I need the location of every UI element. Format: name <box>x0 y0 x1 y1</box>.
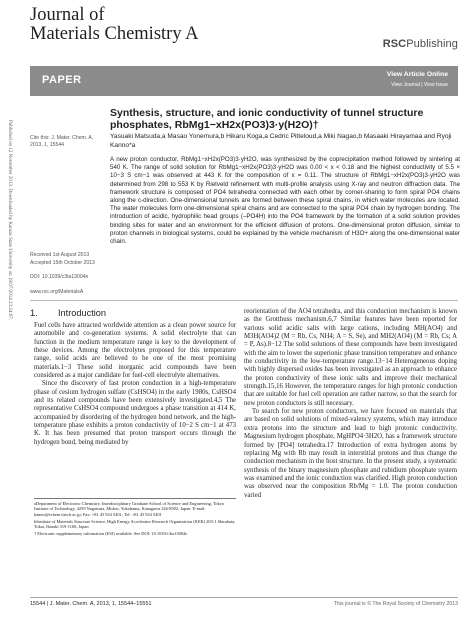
publisher-logo[interactable] <box>383 38 458 50</box>
journal-title-line2: Materials Chemistry A <box>30 24 199 44</box>
page-footer-copyright: This journal is © The Royal Society of Chemistry 2013 <box>333 601 458 607</box>
author-list: Yasuaki Matsuda,a Masao Yonemura,b Hikaru Koga,a Cedric Pitteloud,a Miki Nagao,b Masaaki Hirayamaa and Ryoji Kanno*a <box>110 133 452 149</box>
article-metadata <box>30 252 106 296</box>
received-date: Received 1st August 2013 <box>30 252 90 258</box>
journal-url-link[interactable]: www.rsc.org/MaterialsA <box>30 288 84 295</box>
footer-divider <box>30 597 458 598</box>
journal-title-line1: Journal of <box>30 5 105 25</box>
citation-note: Cite this: J. Mater. Chem. A, 2013, 1, 15544 <box>30 135 94 148</box>
section-heading <box>30 308 106 318</box>
view-journal-issue-links[interactable]: View Journal | View Issue <box>391 82 448 88</box>
abstract-divider <box>30 300 458 301</box>
download-watermark-text: Published on 12 November 2013. Downloaded by Kansas State University on 19/07/2014 23:24:07. <box>7 120 12 320</box>
article-title: Synthesis, structure, and ionic conductivity of tunnel structure phosphates, RbMg1−xH2x(PO3)3·y(H2O)† <box>110 107 424 131</box>
body-column-left <box>34 322 236 447</box>
footnote-esi: † Electronic supplementary information (ESI) available. See DOI: 10.1039/c3ta13004e <box>34 531 188 537</box>
article-type-label: PAPER <box>42 74 82 86</box>
doi-link[interactable]: DOI: 10.1039/c3ta13004e <box>30 274 89 280</box>
journal-title <box>30 6 199 44</box>
footnote-affiliation-b: bInstitute of Materials Structure Science, High Energy Accelerator Research Organization (KEK) 203-1 Shirakata, Tokai, Ibaraki 319-1106, Japan <box>34 518 236 530</box>
section-number: 1. <box>30 308 38 318</box>
footnotes <box>34 501 236 539</box>
paragraph: Fuel cells have attracted worldwide attention as a clean power source for automobile and co-generation systems. A solid electrolyte that can function in the medium temperature range is key to the development of these devices. Among the electrolytes proposed for this temperature range, solid acids are believed to be one of the most promising materials.1−3 These solid inorganic acid compounds have been considered as a major candidate for fuel-cell electrolyte alternatives. <box>34 322 236 380</box>
abstract: A new proton conductor, RbMg1−xH2x(PO3)3·yH2O, was synthesized by the coprecipitation method followed by sintering at 540 K. The range of solid solution for RbMg1−xH2x(PO3)3·yH2O was 0.00 < x < 0.18 and the highest conductivity of 5.5 × 10−3 S cm−1 was observed at 443 K for the composition of x = 0.11. The structure of RbMg1−xH2x(PO3)3·yH2O was determined from 298 to 553 K by Rietveld refinement with multi-profile analysis using X-ray and neutron diffraction data. The framework structure is composed of PO4 tetrahedra connected with each other by corner-sharing to form spiral PO4 chains along the c-direction. One-dimensional tunnels are formed between these spiral chains, in which water molecules are located. The water molecules form one-dimensional spiral chains and are connected to the spiral PO4 chain by hydrogen bonding. The introduction of acidic, hydrophilic head groups (–PO4H) into the PO4 framework by the formation of a solid solution provides binding sites for water and an environment for the efficient diffusion of protons. One-dimensional proton diffusion, similar to proton channels in biological systems, could be explained by the vehicle mechanism of H3O+ along the one-dimensional water chain. <box>110 156 460 246</box>
section-title: Introduction <box>58 308 107 318</box>
footnote-divider <box>34 498 236 499</box>
paragraph: reorientation of the AO4 tetrahedra, and this conduction mechanism is known as the Grotthuss mechanism.6,7 Similar features have been reported for various solid acidic salts with large cations, including MH(AO4) and M3H(AO4)2 (M = Rb, Cs, NH4; A = S, Se), and MH2(AO4) (M = Rb, Cs; A = P, As).8−12 The solid solutions of these compounds have been investigated with the aim to lower the superionic phase transition temperature and enhance the conductivity in the low-temperature range.13−14 Heterogeneous doping with highly dispersed oxides has been investigated as an approach to enhance the proton conductivity of these ionic salts and improve their mechanical strength.15,16 However, the temperature ranges for high protonic conduction that are suitable for fuel cell operation are rather narrow, so that the search for new proton conductors is still necessary. <box>244 308 457 407</box>
footnote-affiliation-a: aDepartment of Electronic Chemistry, Interdisciplinary Graduate School of Science and Engineering, Tokyo Institute of Technology, 4259 Nagatsuta, Midori, Yokohama, Kanagawa 226-8502, Japan. E-mail: kanno@echem.titech.ac.jp; Fax: +81 45 924 5401; Tel: +81 45 924 5401 <box>34 501 225 517</box>
page-footer-citation: 15544 | J. Mater. Chem. A, 2013, 1, 15544–15551 <box>30 601 152 607</box>
article-type-bar <box>30 66 458 96</box>
publisher-logo-rest: Publishing <box>406 38 458 50</box>
download-watermark <box>2 120 12 560</box>
view-article-online-link[interactable]: View Article Online <box>386 71 448 78</box>
paragraph: Since the discovery of fast proton conduction in a high-temperature phase of cesium hydrogen sulfate (CsHSO4) in the early 1980s, CsHSO4 and its related compounds have been extensively investigated.4,5 The representative CsHSO4 compound undergoes a phase transition at 414 K, accompanied by disordering of the hydrogen bond network, and the high-temperature phase exhibits a proton conductivity of 10−2 S cm−1 at 473 K. It has been presumed that proton transport occurs through the hydrogen bond, being mediated by <box>34 380 236 446</box>
publisher-logo-bold: RSC <box>382 38 407 50</box>
body-column-right <box>244 308 457 500</box>
paragraph: To search for new proton conductors, we have focused on materials that are based on solid solutions of mixed-valency systems, which may introduce extra protons into the structure and lead to high protonic conductivity. Magnesium hydrogen phosphate, MgHPO4·3H2O, has a framework structure formed by [PO4] tetrahedra.17 Introduction of extra hydrogen atoms by replacing Mg with Rb may result in interstitial protons and thus change the conduction mechanism in the host structure. In the present study, a systematic synthesis of the binary magnesium phosphate and rubidium phosphate system was examined and the ionic conduction was clarified. High proton conduction was observed near the composition Rb/Mg = 1.0. The proton conduction varied <box>244 408 457 499</box>
accepted-date: Accepted 15th October 2013 <box>30 259 95 266</box>
